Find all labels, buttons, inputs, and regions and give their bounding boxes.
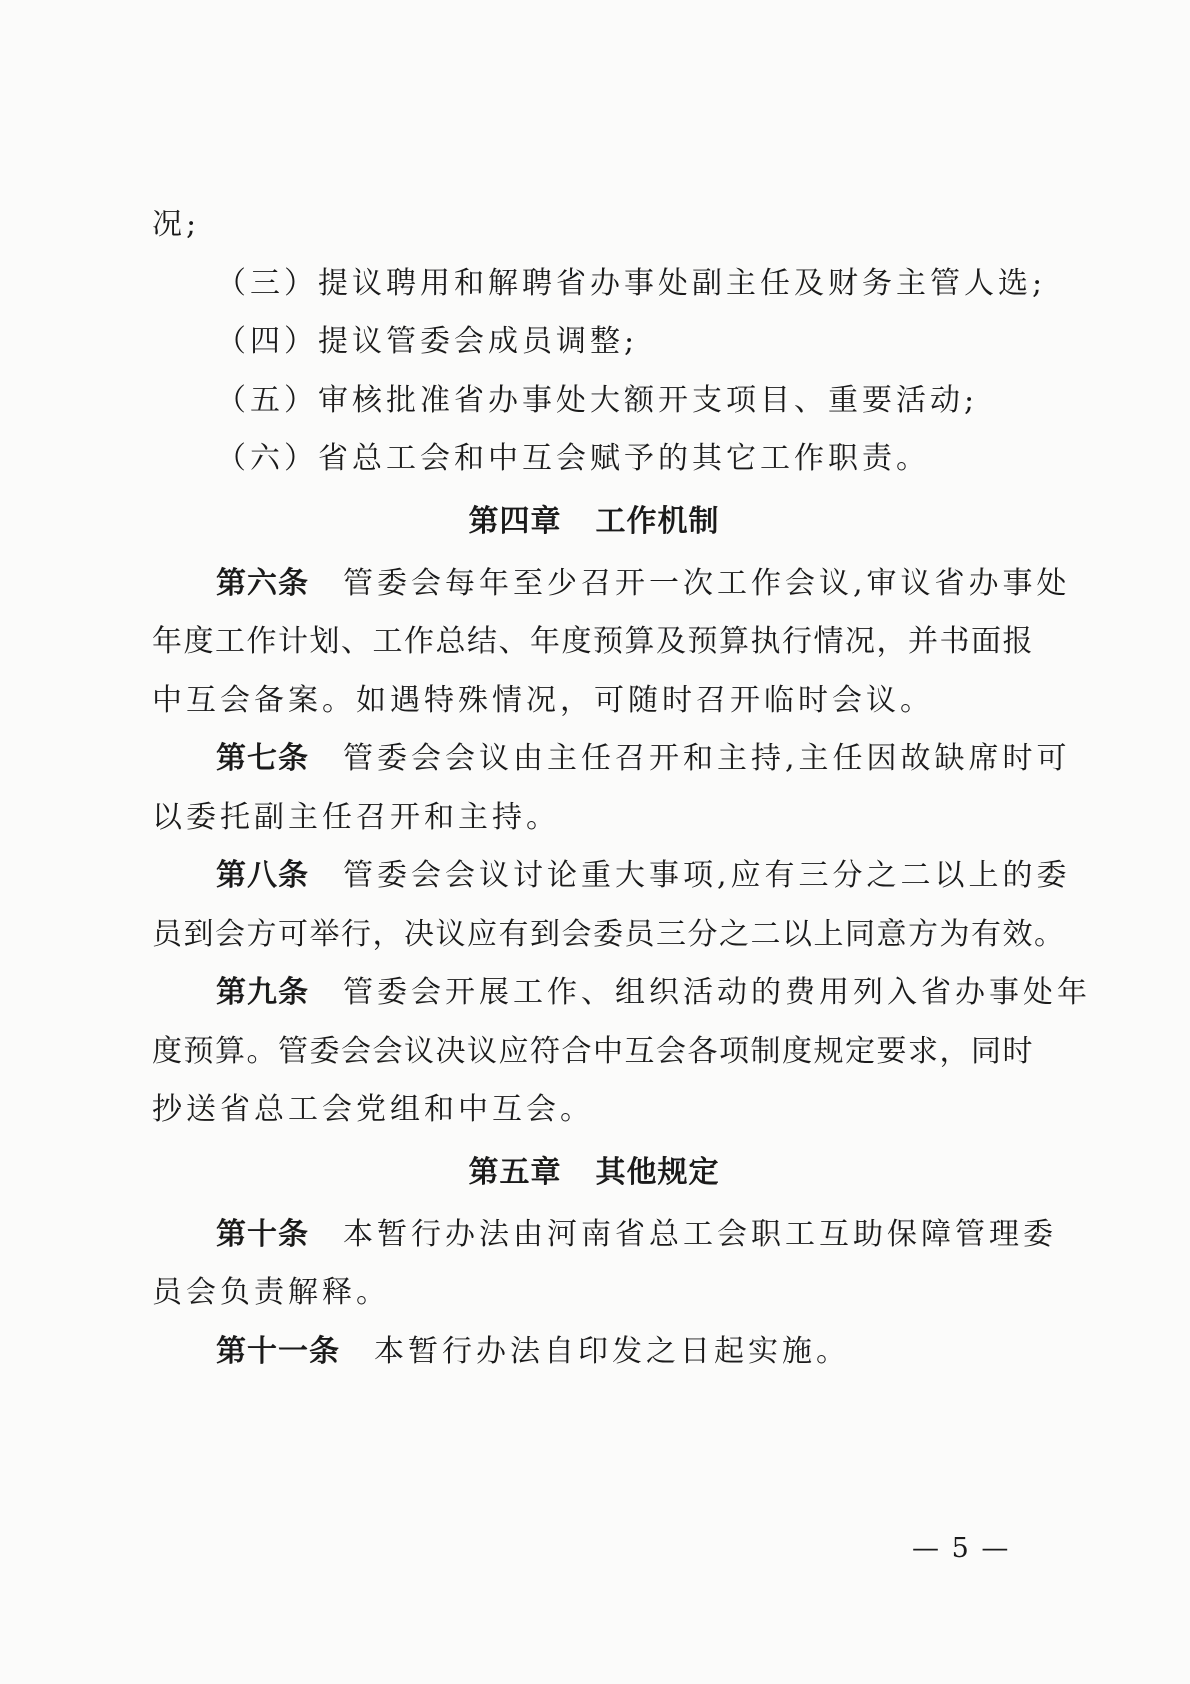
- article-text: 管委会每年至少召开一次工作会议,审议省办事处: [343, 565, 1071, 601]
- continued-line: 况;: [152, 207, 201, 242]
- article-label: 第七条: [216, 741, 309, 776]
- article-line: [152, 1323, 1036, 1382]
- article-label: 第九条: [216, 975, 309, 1010]
- article-line: 员会负责解释。: [152, 1275, 390, 1310]
- article-text: 管委会会议由主任召开和主持,主任因故缺席时可: [343, 741, 1071, 776]
- article-label: 第六条: [216, 565, 309, 601]
- article-text: 本暂行办法由河南省总工会职工互助保障管理委: [343, 1216, 1057, 1252]
- article-label: 第十一条: [216, 1333, 340, 1369]
- article-line: 员到会方可举行，决议应有到会委员三分之二以上同意方为有效。: [152, 916, 1066, 952]
- list-item: （四）提议管委会成员调整;: [216, 324, 639, 359]
- article-line: [152, 555, 1071, 614]
- article-line: [152, 730, 1071, 789]
- article-line: 抄送省总工会党组和中互会。: [152, 1092, 594, 1127]
- article-text: 管委会开展工作、组织活动的费用列入省办事处年: [343, 975, 1091, 1010]
- list-item: （五）审核批准省办事处大额开支项目、重要活动;: [216, 382, 979, 418]
- list-item: （三）提议聘用和解聘省办事处副主任及财务主管人选;: [216, 265, 1047, 301]
- article-text: 管委会会议讨论重大事项,应有三分之二以上的委: [343, 858, 1071, 893]
- chapter-title: 其他规定: [595, 1154, 720, 1190]
- article-text: 本暂行办法自印发之日起实施。: [374, 1333, 850, 1369]
- article-line: 中互会备案。如遇特殊情况，可随时召开临时会议。: [152, 682, 934, 718]
- chapter-heading: [152, 489, 1036, 555]
- article-label: 第八条: [216, 858, 309, 893]
- chapter-title: 工作机制: [595, 503, 720, 539]
- article-label: 第十条: [216, 1216, 309, 1252]
- chapter-heading: [152, 1140, 1036, 1206]
- article-line: [152, 964, 1091, 1023]
- article-line: 以委托副主任召开和主持。: [152, 799, 560, 835]
- document-body: [152, 196, 1091, 1381]
- article-line: 年度工作计划、工作总结、年度预算及预算执行情况，并书面报: [152, 624, 1034, 659]
- list-item: （六）省总工会和中互会赋予的其它工作职责。: [216, 441, 930, 476]
- article-line: [152, 1206, 1057, 1265]
- article-line: 度预算。管委会会议决议应符合中互会各项制度规定要求，同时: [152, 1033, 1034, 1069]
- article-line: [152, 847, 1071, 906]
- chapter-number: 第五章: [468, 1154, 562, 1190]
- chapter-number: 第四章: [468, 503, 562, 539]
- page-number: — 5 —: [912, 1533, 1011, 1564]
